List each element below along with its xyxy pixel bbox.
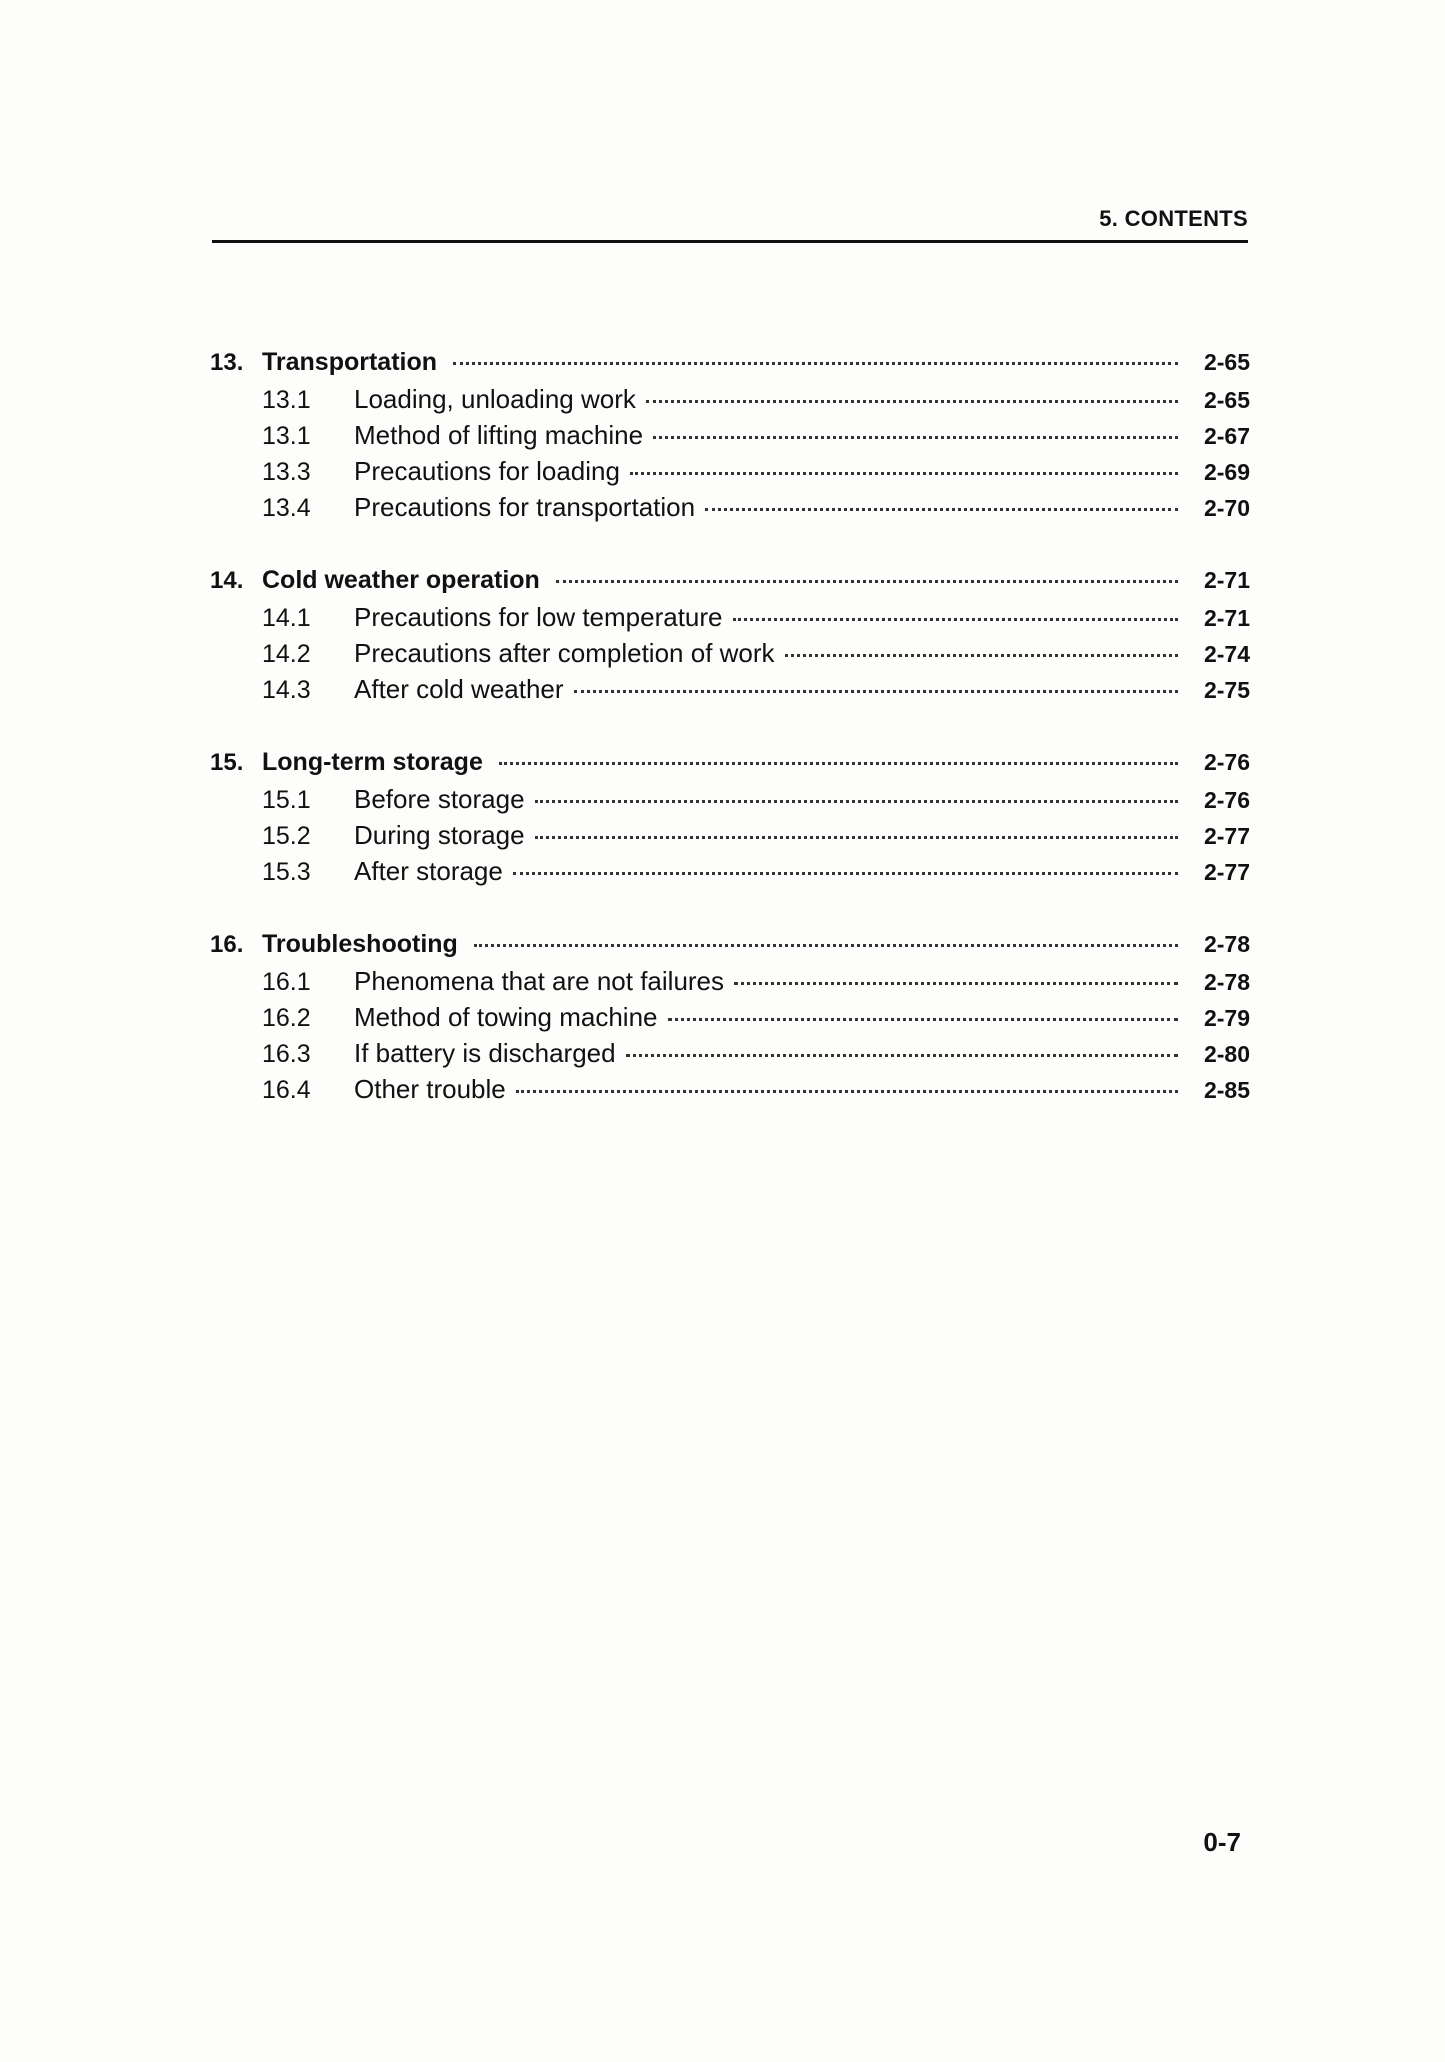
toc-item[interactable] bbox=[210, 784, 1250, 820]
page-reference: 2-78 bbox=[1203, 969, 1250, 995]
item-title: If battery is discharged bbox=[354, 1038, 616, 1068]
item-number: 13.1 bbox=[262, 386, 311, 414]
item-number: 14.3 bbox=[262, 676, 311, 704]
dot-leader bbox=[513, 872, 1178, 875]
page-header-title: 5. CONTENTS bbox=[1099, 206, 1248, 231]
item-title: Before storage bbox=[354, 784, 525, 814]
dot-leader bbox=[705, 508, 1178, 511]
page-reference: 2-77 bbox=[1203, 859, 1250, 885]
toc-item[interactable] bbox=[210, 492, 1250, 528]
section-title: Transportation bbox=[262, 348, 438, 376]
dot-leader bbox=[646, 400, 1178, 403]
toc-section-13 bbox=[210, 348, 1250, 528]
table-of-contents bbox=[210, 348, 1250, 1148]
item-number: 16.4 bbox=[262, 1076, 311, 1104]
item-title: Precautions for low temperature bbox=[354, 602, 723, 632]
item-number: 14.2 bbox=[262, 640, 311, 668]
item-number: 16.1 bbox=[262, 968, 311, 996]
toc-section-heading[interactable] bbox=[210, 930, 1250, 966]
page-reference: 2-71 bbox=[1203, 605, 1250, 631]
page-reference: 2-74 bbox=[1203, 641, 1250, 667]
page-reference: 2-71 bbox=[1203, 567, 1250, 593]
item-title: Method of lifting machine bbox=[354, 420, 644, 450]
item-title: During storage bbox=[354, 820, 525, 850]
page-reference: 2-75 bbox=[1203, 677, 1250, 703]
toc-section-15 bbox=[210, 748, 1250, 892]
section-number: 15. bbox=[210, 749, 244, 776]
toc-section-heading[interactable] bbox=[210, 566, 1250, 602]
section-title: Troubleshooting bbox=[262, 930, 458, 958]
item-title: Method of towing machine bbox=[354, 1002, 658, 1032]
dot-leader bbox=[785, 654, 1178, 657]
page-reference: 2-80 bbox=[1203, 1041, 1250, 1067]
item-title: Precautions for loading bbox=[354, 456, 620, 486]
footer-page-number: 0-7 bbox=[1203, 1827, 1241, 1857]
dot-leader bbox=[535, 836, 1178, 839]
toc-item[interactable] bbox=[210, 384, 1250, 420]
page-reference: 2-70 bbox=[1203, 495, 1250, 521]
toc-section-heading[interactable] bbox=[210, 748, 1250, 784]
page-reference: 2-69 bbox=[1203, 459, 1250, 485]
header-rule bbox=[212, 240, 1248, 243]
item-title: Precautions for transportation bbox=[354, 492, 696, 522]
section-number: 16. bbox=[210, 931, 244, 958]
dot-leader bbox=[556, 580, 1178, 583]
item-number: 16.3 bbox=[262, 1040, 311, 1068]
item-number: 13.4 bbox=[262, 494, 311, 522]
section-title: Long-term storage bbox=[262, 748, 483, 776]
item-title: Loading, unloading work bbox=[354, 384, 636, 414]
toc-item[interactable] bbox=[210, 856, 1250, 892]
item-number: 13.1 bbox=[262, 422, 311, 450]
item-title: Precautions after completion of work bbox=[354, 638, 775, 668]
dot-leader bbox=[734, 982, 1178, 985]
item-title: Phenomena that are not failures bbox=[354, 966, 725, 996]
page-reference: 2-76 bbox=[1203, 787, 1250, 813]
dot-leader bbox=[499, 762, 1178, 765]
page-reference: 2-65 bbox=[1203, 387, 1250, 413]
page-reference: 2-85 bbox=[1203, 1077, 1250, 1103]
dot-leader bbox=[535, 800, 1178, 803]
toc-item[interactable] bbox=[210, 420, 1250, 456]
toc-item[interactable] bbox=[210, 1002, 1250, 1038]
item-number: 15.1 bbox=[262, 786, 311, 814]
page-reference: 2-76 bbox=[1203, 749, 1250, 775]
dot-leader bbox=[574, 690, 1178, 693]
dot-leader bbox=[653, 436, 1178, 439]
dot-leader bbox=[733, 618, 1178, 621]
dot-leader bbox=[630, 472, 1178, 475]
toc-item[interactable] bbox=[210, 638, 1250, 674]
item-number: 16.2 bbox=[262, 1004, 311, 1032]
toc-section-heading[interactable] bbox=[210, 348, 1250, 384]
section-number: 13. bbox=[210, 349, 244, 376]
section-title: Cold weather operation bbox=[262, 566, 540, 594]
toc-item[interactable] bbox=[210, 602, 1250, 638]
page-reference: 2-77 bbox=[1203, 823, 1250, 849]
item-title: Other trouble bbox=[354, 1074, 506, 1104]
section-number: 14. bbox=[210, 567, 244, 594]
toc-section-16 bbox=[210, 930, 1250, 1110]
item-number: 14.1 bbox=[262, 604, 311, 632]
item-title: After storage bbox=[354, 856, 503, 886]
toc-item[interactable] bbox=[210, 674, 1250, 710]
item-number: 15.3 bbox=[262, 858, 311, 886]
dot-leader bbox=[626, 1054, 1178, 1057]
toc-item[interactable] bbox=[210, 456, 1250, 492]
item-number: 15.2 bbox=[262, 822, 311, 850]
item-title: After cold weather bbox=[354, 674, 564, 704]
page-reference: 2-78 bbox=[1203, 931, 1250, 957]
dot-leader bbox=[668, 1018, 1178, 1021]
item-number: 13.3 bbox=[262, 458, 311, 486]
dot-leader bbox=[474, 944, 1178, 947]
toc-item[interactable] bbox=[210, 966, 1250, 1002]
toc-item[interactable] bbox=[210, 820, 1250, 856]
dot-leader bbox=[516, 1090, 1178, 1093]
toc-item[interactable] bbox=[210, 1074, 1250, 1110]
page-reference: 2-79 bbox=[1203, 1005, 1250, 1031]
page-reference: 2-67 bbox=[1203, 423, 1250, 449]
dot-leader bbox=[453, 362, 1178, 365]
toc-item[interactable] bbox=[210, 1038, 1250, 1074]
toc-section-14 bbox=[210, 566, 1250, 710]
page-reference: 2-65 bbox=[1203, 349, 1250, 375]
